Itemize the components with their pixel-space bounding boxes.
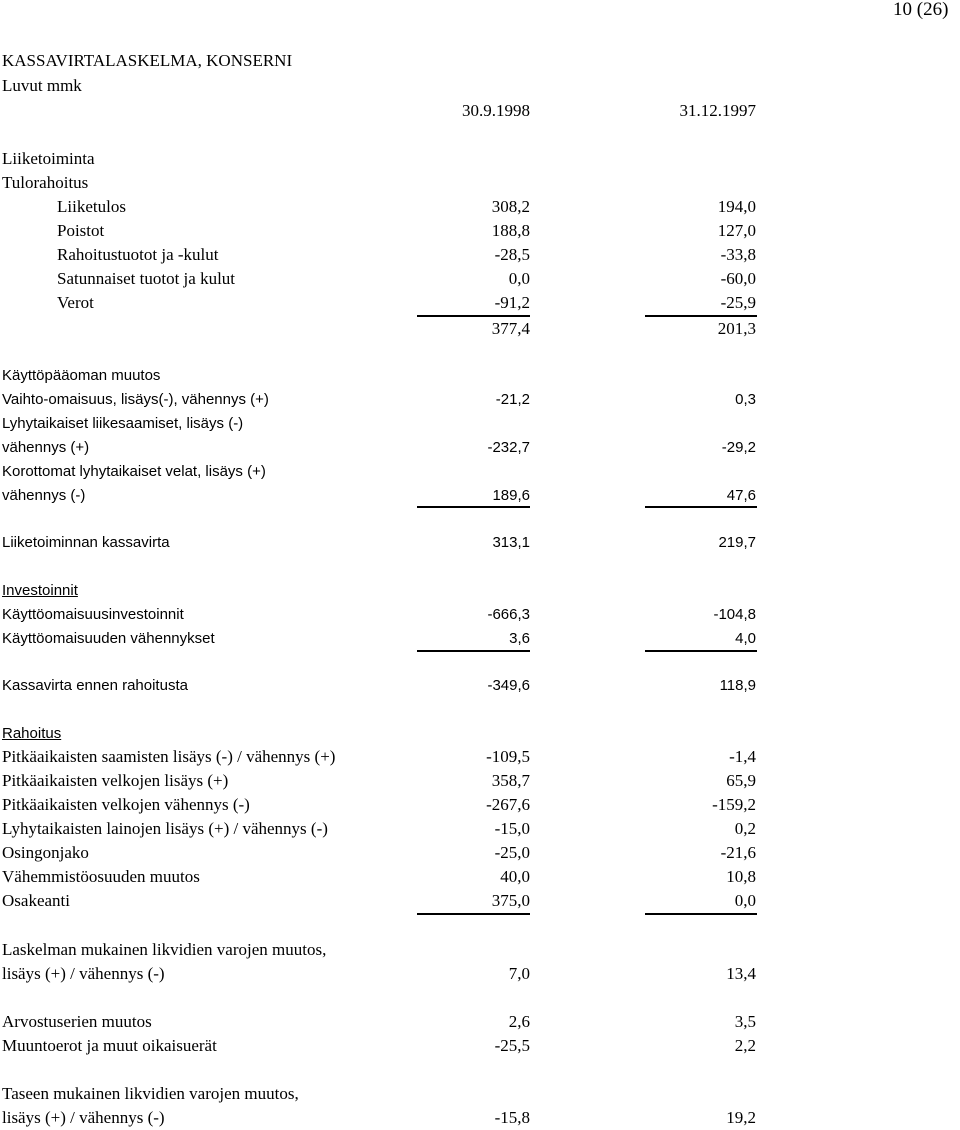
row-value-1997: -104,8: [713, 606, 756, 623]
section-heading-financing: Rahoitus: [2, 725, 62, 742]
row-label: Poistot: [57, 221, 105, 240]
row-value-1997: -33,8: [720, 245, 756, 264]
row-value-1998: 358,7: [491, 771, 530, 790]
section-heading-working-capital: Käyttöpääoman muutos: [2, 367, 161, 384]
row-label: Vähemmistöosuuden muutos: [2, 867, 200, 886]
row-label: Muuntoerot ja muut oikaisuerät: [2, 1036, 217, 1055]
row-label: vähennys (-): [2, 487, 86, 504]
row-value-1998: 3,6: [509, 630, 530, 647]
subtotal-rule-1997: [645, 506, 757, 508]
row-value-1998: 308,2: [491, 197, 530, 216]
row-value-1997: -29,2: [721, 439, 756, 456]
row-value-1998: 0,0: [508, 269, 530, 288]
row-label: Rahoitustuotot ja -kulut: [57, 245, 219, 264]
section-heading-operating: Liiketoiminta: [2, 149, 95, 168]
row-value-1998: -21,2: [495, 391, 530, 408]
row-value-1998: -28,5: [494, 245, 530, 264]
row-label: Arvostuserien muutos: [2, 1012, 152, 1031]
row-value-1998: 188,8: [491, 221, 530, 240]
total-value-1997: 118,9: [719, 677, 756, 694]
document-title: KASSAVIRTALASKELMA, KONSERNI: [2, 51, 293, 70]
row-value-1997: 10,8: [726, 867, 756, 886]
row-value-1998: 2,6: [508, 1012, 530, 1031]
row-value-1998: -109,5: [486, 747, 530, 766]
row-value-1997: -1,4: [729, 747, 756, 766]
row-label: Käyttöomaisuusinvestoinnit: [2, 606, 184, 623]
subtotal-rule-1998: [417, 506, 530, 508]
row-value-1997: 194,0: [717, 197, 756, 216]
row-value-1998: -267,6: [486, 795, 530, 814]
row-value-1998: -666,3: [487, 606, 530, 623]
subtotal-value-1997: 201,3: [717, 319, 756, 338]
row-label: lisäys (+) / vähennys (-): [2, 964, 165, 983]
row-label: Pitkäaikaisten velkojen lisäys (+): [2, 771, 229, 790]
row-value-1997: 0,0: [734, 891, 756, 910]
row-value-1998: 40,0: [500, 867, 530, 886]
column-header-1997: 31.12.1997: [679, 101, 756, 120]
row-value-1997: 2,2: [734, 1036, 756, 1055]
row-label: Osakeanti: [2, 891, 70, 910]
row-value-1997: 127,0: [717, 221, 756, 240]
row-value-1998: 189,6: [492, 487, 530, 504]
row-value-1997: 13,4: [726, 964, 756, 983]
row-value-1997: 0,2: [734, 819, 756, 838]
row-label-line1: Taseen mukainen likvidien varojen muutos,: [2, 1084, 299, 1103]
total-label: Liiketoiminnan kassavirta: [2, 534, 170, 551]
row-label: vähennys (+): [2, 439, 90, 456]
row-value-1998: -25,5: [494, 1036, 530, 1055]
row-value-1998: -91,2: [494, 293, 530, 312]
unit-label: Luvut mmk: [2, 76, 82, 95]
total-value-1998: -349,6: [487, 677, 530, 694]
row-value-1997: 65,9: [726, 771, 756, 790]
row-label-line1: Lyhytaikaiset liikesaamiset, lisäys (-): [2, 415, 244, 432]
row-label: Verot: [57, 293, 94, 312]
page-number: 10 (26): [893, 0, 949, 20]
row-value-1998: -25,0: [494, 843, 530, 862]
row-label-line1: Korottomat lyhytaikaiset velat, lisäys (+): [2, 463, 266, 480]
row-value-1997: 0,3: [735, 391, 756, 408]
row-label: Pitkäaikaisten velkojen vähennys (-): [2, 795, 250, 814]
subtotal-rule-1998: [417, 913, 530, 915]
subtotal-rule-1998: [417, 650, 530, 652]
row-value-1998: -232,7: [487, 439, 530, 456]
row-label: Osingonjako: [2, 843, 89, 862]
subtotal-rule-1997: [645, 650, 757, 652]
row-value-1997: -159,2: [712, 795, 756, 814]
row-label: Liiketulos: [57, 197, 126, 216]
row-label: Satunnaiset tuotot ja kulut: [57, 269, 236, 288]
row-value-1997: -21,6: [720, 843, 756, 862]
section-heading-investments: Investoinnit: [2, 582, 78, 599]
row-value-1997: -25,9: [720, 293, 756, 312]
row-value-1998: -15,8: [494, 1108, 530, 1127]
row-value-1997: 4,0: [735, 630, 756, 647]
row-value-1997: 47,6: [726, 487, 756, 504]
row-label: Lyhytaikaisten lainojen lisäys (+) / vähennys (-): [2, 819, 328, 838]
row-value-1998: 375,0: [491, 891, 530, 910]
row-label: lisäys (+) / vähennys (-): [2, 1108, 165, 1127]
row-label-line1: Laskelman mukainen likvidien varojen muutos,: [2, 940, 327, 959]
row-value-1998: -15,0: [494, 819, 530, 838]
row-value-1997: 19,2: [726, 1108, 756, 1127]
subtotal-value-1998: 377,4: [491, 319, 530, 338]
total-label: Kassavirta ennen rahoitusta: [2, 677, 188, 694]
row-value-1998: 7,0: [508, 964, 530, 983]
row-label: Vaihto-omaisuus, lisäys(-), vähennys (+): [2, 391, 269, 408]
row-label: Pitkäaikaisten saamisten lisäys (-) / vähennys (+): [2, 747, 336, 766]
total-value-1998: 313,1: [492, 534, 530, 551]
column-header-1998: 30.9.1998: [462, 101, 530, 120]
subheading-income-financing: Tulorahoitus: [2, 173, 89, 192]
row-value-1997: 3,5: [734, 1012, 756, 1031]
row-label: Käyttöomaisuuden vähennykset: [2, 630, 215, 647]
subtotal-rule-1997: [645, 913, 757, 915]
row-value-1997: -60,0: [720, 269, 756, 288]
total-value-1997: 219,7: [718, 534, 756, 551]
